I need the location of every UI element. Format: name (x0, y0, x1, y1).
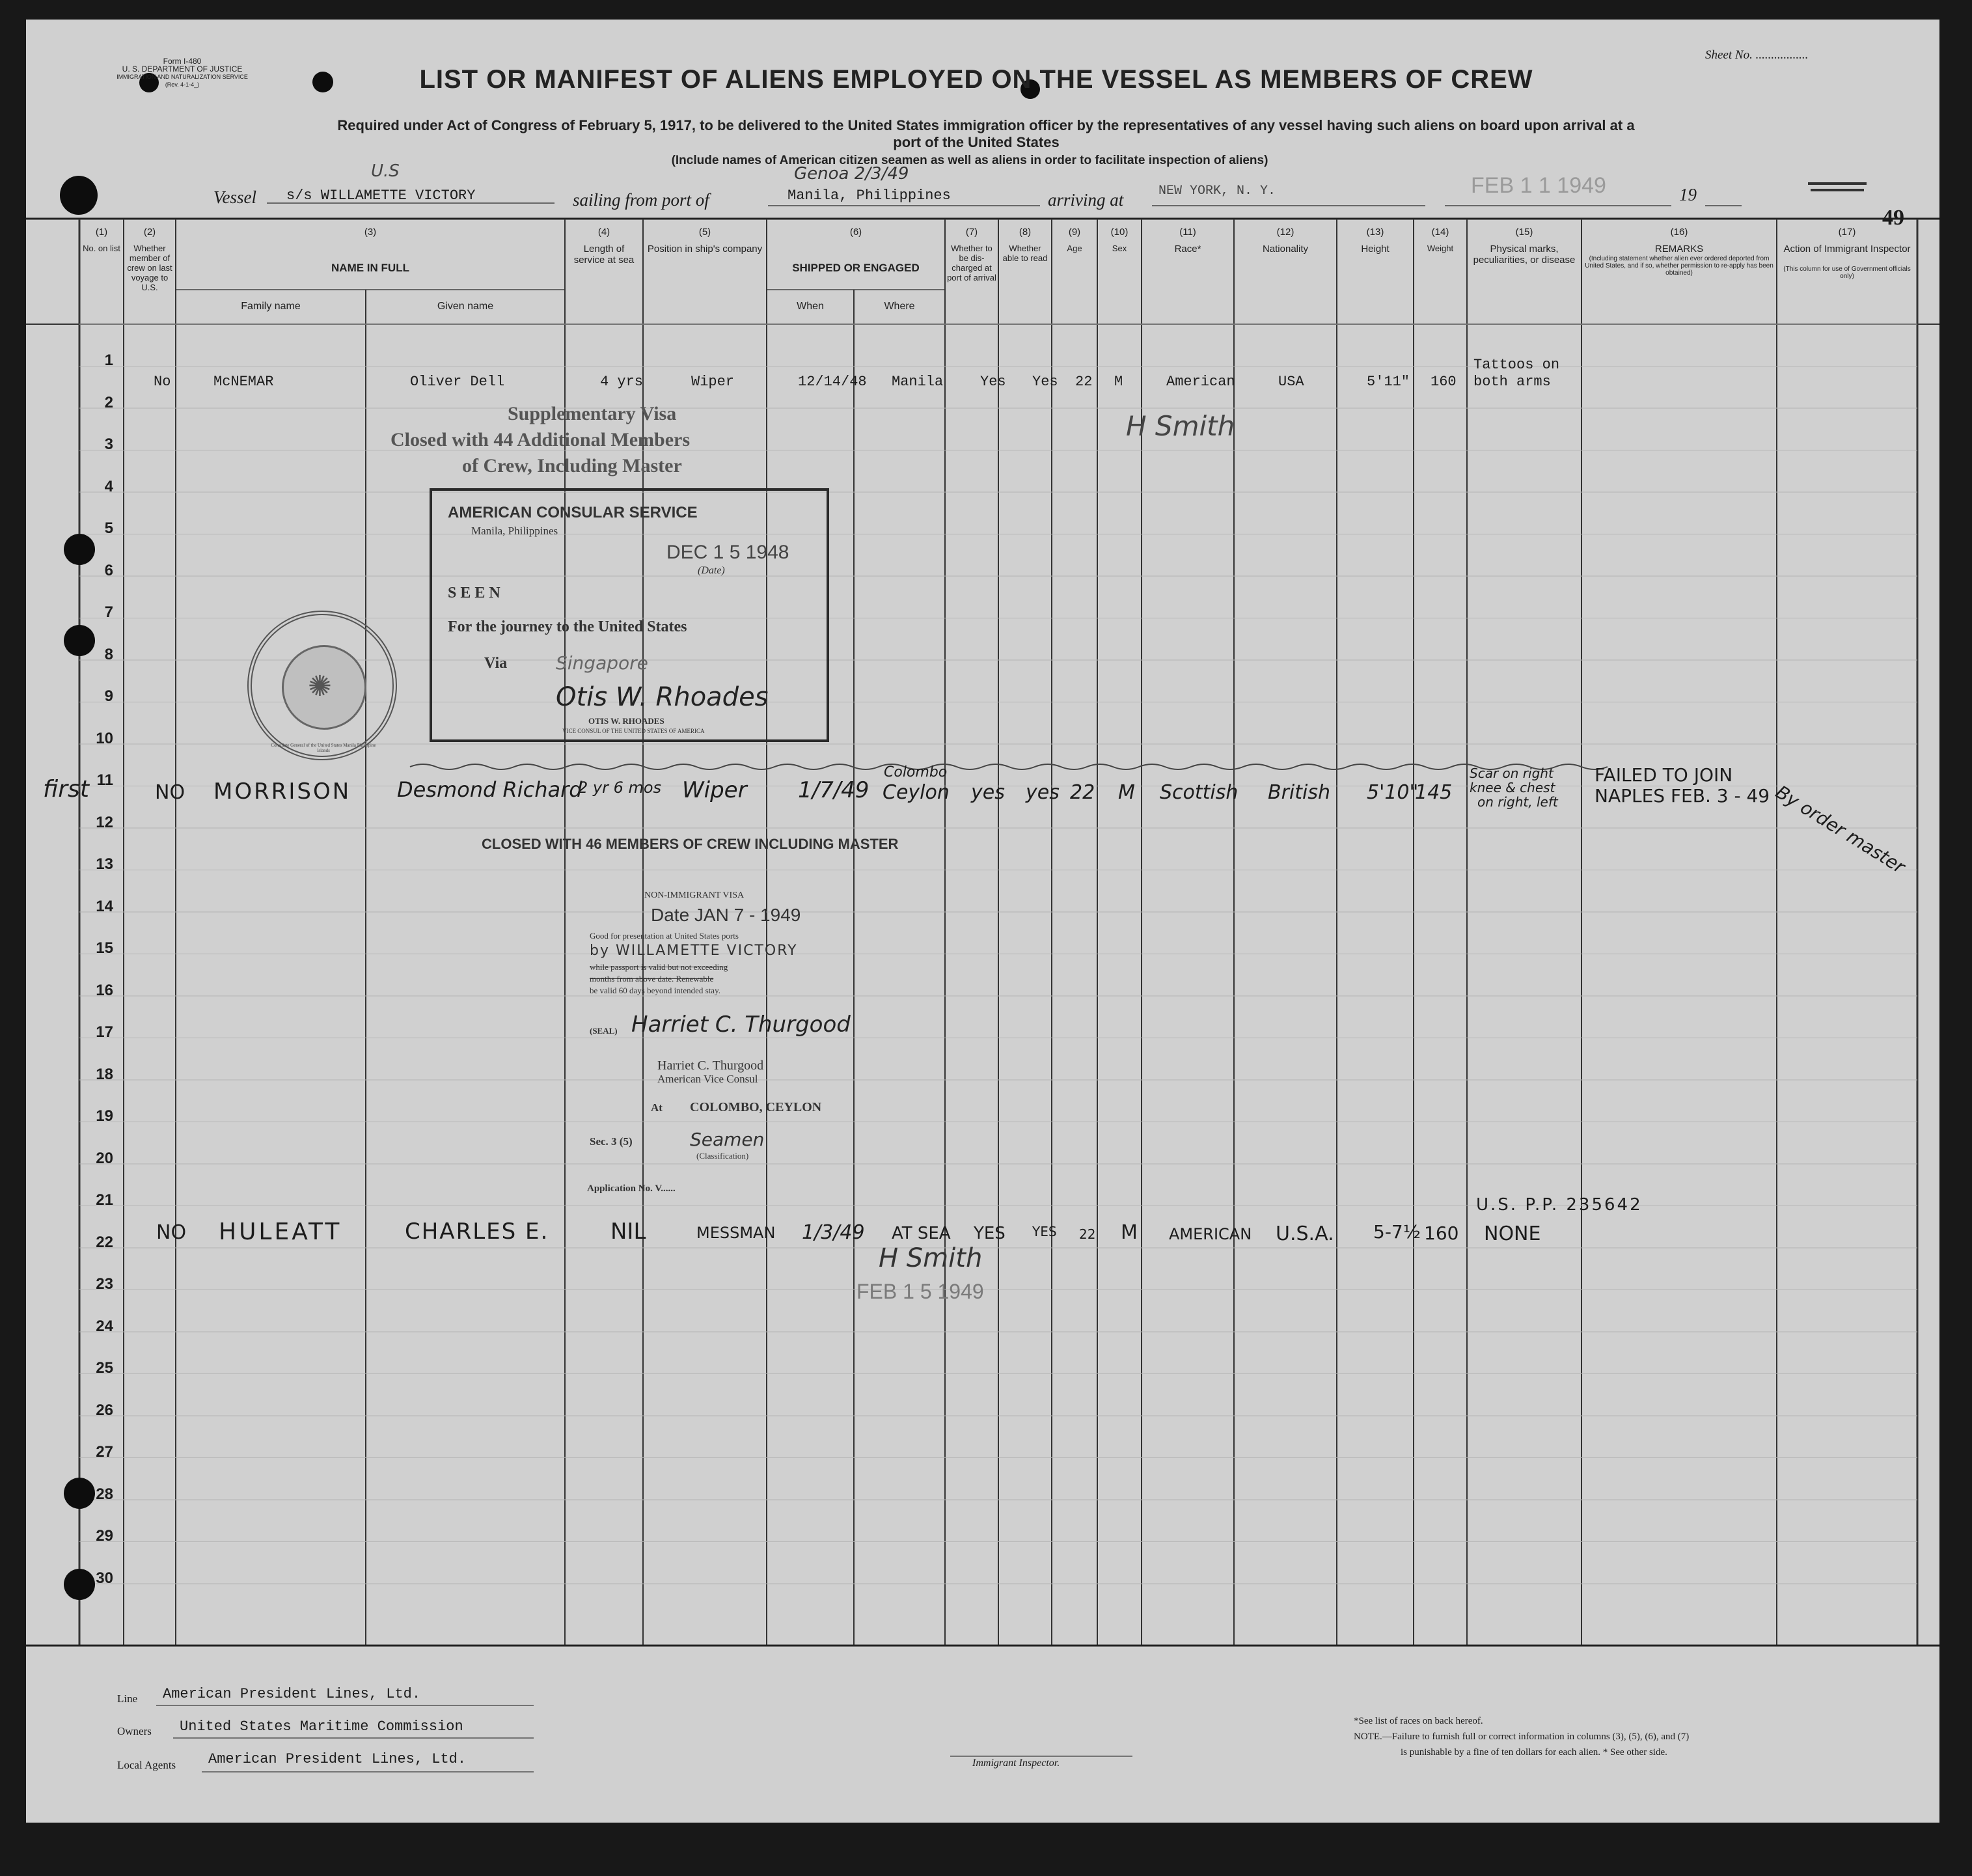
column-number: (10) (1110, 227, 1129, 238)
entry1-last-voyage: No (154, 374, 171, 390)
row-number: 22 (96, 1233, 113, 1251)
entry3-sex: M (1121, 1221, 1138, 1244)
entry3-race: AMERICAN (1169, 1225, 1252, 1243)
consular-officer: OTIS W. RHOADES (588, 716, 664, 726)
footer-line-label: Line (117, 1692, 138, 1705)
entry1-family-name: McNEMAR (213, 374, 274, 390)
row-number: 13 (96, 855, 113, 873)
column-label: Position in ship's company (647, 243, 763, 255)
entry3-nationality: U.S.A. (1276, 1222, 1334, 1245)
column-label: Action of Immigrant Inspector (1783, 243, 1911, 255)
consular-via-label: Via (484, 655, 508, 672)
row-number: 26 (96, 1401, 113, 1419)
column-number: (11) (1179, 227, 1196, 238)
row-number: 21 (96, 1191, 113, 1209)
entry3-service: NIL (610, 1219, 646, 1245)
entry2-age: 22 (1070, 781, 1095, 804)
entry1-nationality: USA (1278, 374, 1304, 390)
entry1-service: 4 yrs (600, 374, 644, 390)
row-number: 19 (96, 1107, 113, 1125)
row-number: 3 (104, 435, 113, 453)
visa-sec-label: Sec. 3 (5) (590, 1135, 633, 1148)
column-label: Whether member of crew on last voyage to U.S. (127, 243, 172, 292)
column-sublabel: Given name (437, 301, 494, 312)
entry2-marks-2: knee & chest (1470, 780, 1555, 795)
visa-line3: while passport is valid but not exceeding (590, 962, 728, 972)
column-label: Whether able to read (1002, 243, 1048, 263)
sailing-value: Manila, Philippines (787, 187, 951, 204)
visa-signature: Harriet C. Thurgood (631, 1012, 851, 1038)
arrival-date-stamp: FEB 1 1 1949 (1471, 173, 1606, 198)
row-number: 4 (104, 477, 113, 495)
column-number: (7) (965, 227, 978, 238)
column-number: (2) (143, 227, 156, 238)
row-number: 27 (96, 1443, 113, 1461)
consular-date: DEC 1 5 1948 (666, 542, 789, 563)
entry3-where: AT SEA (892, 1224, 951, 1243)
column-label: Sex (1112, 243, 1127, 253)
column-label: Physical marks, peculiarities, or disease (1473, 243, 1576, 266)
column-detail: (Including statement whether alien ever ordered deported from United States, and if so, whether permission to re-apply has been obtained) (1585, 255, 1773, 277)
row-number: 30 (96, 1569, 113, 1587)
vessel-label: Vessel (213, 187, 256, 207)
column-number: (17) (1838, 227, 1856, 238)
closed-with-stamp: CLOSED WITH 46 MEMBERS OF CREW INCLUDING MASTER (482, 836, 899, 852)
footer-owners-label: Owners (117, 1725, 152, 1737)
consular-title: AMERICAN CONSULAR SERVICE (448, 504, 698, 521)
entry3-read: YES (1032, 1224, 1057, 1239)
entry3-family-name: HULEATT (219, 1219, 342, 1245)
entry3-height: 5-7½ (1373, 1221, 1421, 1243)
column-label: Nationality (1262, 243, 1309, 255)
column-label: Whether to be dis-charged at port of arrival (947, 243, 996, 283)
form-grid (26, 20, 1939, 1823)
subtitle-line1: Required under Act of Congress of February 5, 1917, to be delivered to the United States immigration officer by the representatives of any vessel having such aliens on board upon arrival at a (337, 117, 1635, 133)
entry1-read: Yes (1032, 374, 1058, 390)
footer-inspector-label: Immigrant Inspector. (972, 1758, 1060, 1769)
form-number: Form I-480 (163, 57, 202, 66)
wavy-line (410, 764, 1608, 769)
entry2-when: 1/7/49 (798, 777, 870, 803)
column-number: (16) (1670, 227, 1688, 238)
visa-at-label: At (651, 1101, 663, 1114)
column-label: NAME IN FULL (331, 262, 409, 274)
entry1-race: American (1166, 374, 1235, 390)
visa-officer-title: American Vice Consul (657, 1073, 758, 1085)
row-number: 29 (96, 1527, 113, 1545)
vessel-value: s/s WILLAMETTE VICTORY (286, 187, 476, 204)
row-number: 8 (104, 645, 113, 663)
entry2-family-name: MORRISON (213, 779, 351, 805)
seal-emblem-icon: ✺ (308, 670, 332, 702)
form-rev: (Rev. 4-1-4_) (165, 81, 200, 88)
row-number: 23 (96, 1275, 113, 1293)
sailing-label: sailing from port of (573, 190, 709, 210)
visa-class-label: (Classification) (696, 1151, 749, 1161)
entry1-marks-2: both arms (1473, 374, 1551, 390)
entry2-weight: 145 (1415, 781, 1453, 804)
column-number: (14) (1431, 227, 1449, 238)
visa-line4: months from above date. Renewable (590, 974, 714, 984)
visa-class-value: Seamen (690, 1129, 765, 1150)
entry1-where: Manila (892, 374, 944, 390)
entry2-last-voyage: NO (155, 781, 185, 804)
entry3-date-stamp: FEB 1 5 1949 (856, 1280, 984, 1303)
form-dept: U. S. DEPARTMENT OF JUSTICE (122, 64, 243, 74)
footer-line-value: American President Lines, Ltd. (163, 1686, 421, 1702)
entry3-marks-1: U.S. P.P. 235642 (1476, 1195, 1643, 1215)
column-number: (3) (364, 227, 377, 238)
visa-date: Date JAN 7 - 1949 (651, 905, 801, 925)
seal-text: Consulate General of the United States Manila Philippine Islands (271, 743, 376, 753)
entry1-age: 22 (1075, 374, 1093, 390)
manifest-sheet (26, 20, 1939, 1823)
entry2-race: Scottish (1160, 781, 1239, 804)
consulate-seal (247, 611, 397, 760)
column-number: (9) (1068, 227, 1081, 238)
column-label: REMARKS (1654, 243, 1704, 255)
consular-stamp (430, 488, 829, 742)
row-number: 7 (104, 603, 113, 621)
column-sublabel: Where (884, 301, 915, 312)
entry3-weight: 160 (1424, 1222, 1459, 1244)
entry1-given-name: Oliver Dell (410, 374, 505, 390)
consular-via-value: Singapore (556, 652, 648, 674)
entry3-position: MESSMAN (696, 1224, 776, 1242)
visa-line1: Good for presentation at United States ports (590, 931, 739, 941)
column-label: SHIPPED OR ENGAGED (792, 262, 920, 274)
row-number: 15 (96, 939, 113, 957)
supplementary-line2: Closed with 44 Additional Members (390, 429, 691, 450)
row-number: 1 (104, 352, 113, 369)
year-label: 19 (1679, 185, 1697, 204)
visa-title: NON-IMMIGRANT VISA (644, 890, 745, 900)
column-label: Age (1067, 243, 1082, 253)
form-service: IMMIGRATION AND NATURALIZATION SERVICE (116, 74, 248, 80)
supplementary-line1: Supplementary Visa (508, 403, 677, 424)
entry1-discharged: Yes (980, 374, 1006, 390)
entry2-read: yes (1026, 781, 1060, 804)
column-label: Length of service at sea (573, 243, 635, 266)
visa-line5: be valid 60 days beyond intended stay. (590, 986, 720, 995)
punch-hole (60, 176, 98, 215)
sailing-note: Genoa 2/3/49 (794, 164, 909, 184)
visa-at-value: COLOMBO, CEYLON (690, 1100, 822, 1114)
subtitle-line2: port of the United States (893, 134, 1060, 150)
entry3-initials: H Smith (879, 1243, 983, 1273)
column-number: (13) (1366, 227, 1384, 238)
page-title: LIST OR MANIFEST OF ALIENS EMPLOYED ON THE VESSEL AS MEMBERS OF CREW (419, 65, 1533, 94)
footer-note2: NOTE.—Failure to furnish full or correct information in columns (3), (5), (6), and (7) (1354, 1731, 1690, 1742)
entry3-last-voyage: NO (156, 1221, 187, 1244)
row-number: 12 (96, 813, 113, 831)
row-number: 9 (104, 687, 113, 705)
consular-seen: SEEN (448, 585, 504, 601)
entry2-marks-1: Scar on right (1470, 766, 1554, 781)
form-block (111, 57, 254, 89)
consular-signature: Otis W. Rhoades (556, 682, 769, 712)
entry2-where: Ceylon (883, 781, 950, 804)
row-number: 28 (96, 1485, 113, 1503)
visa-seal: (SEAL) (590, 1026, 618, 1036)
entry2-discharged: yes (971, 781, 1005, 804)
column-label: Height (1361, 243, 1390, 255)
vessel-note: U.S (371, 161, 400, 181)
arriving-value: NEW YORK, N. Y. (1158, 184, 1276, 199)
entry3-discharged: YES (974, 1224, 1006, 1243)
footer-owners-value: United States Maritime Commission (180, 1718, 463, 1735)
consular-date-label: (Date) (698, 565, 725, 576)
consular-place: Manila, Philippines (471, 525, 558, 537)
entry2-remarks-1: FAILED TO JOIN (1595, 764, 1733, 786)
footer-agents-value: American President Lines, Ltd. (208, 1751, 467, 1767)
row-number: 25 (96, 1359, 113, 1377)
column-number: (12) (1276, 227, 1294, 238)
entry2-position: Wiper (682, 777, 747, 803)
entry3-age: 22 (1079, 1226, 1096, 1242)
row-number: 14 (96, 897, 113, 915)
column-label: No. on list (83, 243, 120, 253)
entry3-when: 1/3/49 (802, 1221, 865, 1244)
entry2-sex: M (1118, 781, 1135, 804)
column-number: (8) (1019, 227, 1032, 238)
row-number: 2 (104, 393, 113, 411)
column-label: Race* (1174, 243, 1201, 255)
visa-vessel: by WILLAMETTE VICTORY (590, 943, 798, 959)
entry2-height: 5'10" (1367, 781, 1419, 804)
row-number: 6 (104, 561, 113, 579)
column-number: (15) (1515, 227, 1533, 238)
entry3-given-name: CHARLES E. (405, 1219, 549, 1245)
column-sublabel: When (797, 301, 824, 312)
row-number: 18 (96, 1065, 113, 1083)
row-number: 16 (96, 981, 113, 999)
consular-journey: For the journey to the United States (448, 618, 687, 635)
column-detail: (This column for use of Government officials only) (1783, 266, 1911, 280)
footer-note1: *See list of races on back hereof. (1354, 1716, 1483, 1726)
footer-note3: is punishable by a fine of ten dollars for each alien. * See other side. (1401, 1747, 1667, 1758)
entry1-marks-1: Tattoos on (1473, 357, 1560, 373)
row-number: 11 (96, 771, 113, 789)
entry1-height: 5'11" (1367, 374, 1410, 390)
entry2-given-name: Desmond Richard (397, 777, 582, 802)
column-label: Weight (1427, 243, 1454, 253)
entry2-marks-3: on right, left (1477, 794, 1558, 810)
non-immigrant-stamp (560, 866, 851, 1165)
visa-application: Application No. V...... (587, 1183, 676, 1194)
visa-officer: Harriet C. Thurgood (657, 1058, 764, 1073)
entry2-service: 2 yr 6 mos (578, 779, 662, 797)
column-sublabel: Family name (241, 301, 301, 312)
entry1-when: 12/14/48 (798, 374, 867, 390)
row-number: 17 (96, 1023, 113, 1041)
consular-officer-title: VICE CONSUL OF THE UNITED STATES OF AMERICA (562, 728, 705, 734)
entry2-nationality: British (1268, 781, 1330, 804)
footer-agents-label: Local Agents (117, 1759, 176, 1771)
entry2-margin-note: first (43, 776, 89, 803)
entry1-initials: H Smith (1126, 410, 1235, 442)
page-number: 49 (1882, 206, 1904, 230)
entry1-sex: M (1114, 374, 1123, 390)
entry1-position: Wiper (691, 374, 735, 390)
entry2-where-above: Colombo (884, 764, 948, 780)
punch-hole (64, 534, 95, 565)
row-number: 24 (96, 1317, 113, 1335)
column-number: (5) (698, 227, 711, 238)
column-number: (6) (849, 227, 862, 238)
sheet-number: Sheet No. ................. (1705, 48, 1809, 62)
entry2-action: By order master (1772, 781, 1909, 878)
row-number: 10 (96, 729, 113, 747)
row-number: 20 (96, 1149, 113, 1167)
entry3-marks-2: NONE (1484, 1222, 1541, 1245)
supplementary-line3: of Crew, Including Master (462, 455, 682, 476)
entry1-weight: 160 (1431, 374, 1457, 390)
column-number: (1) (95, 227, 108, 238)
arriving-label: arriving at (1048, 190, 1124, 210)
entry2-remarks-2: NAPLES FEB. 3 - 49 (1595, 785, 1770, 807)
column-number: (4) (597, 227, 610, 238)
row-number: 5 (104, 519, 113, 537)
supplementary-stamp (390, 401, 690, 479)
subtitle-line3: (Include names of American citizen seamen as well as aliens in order to facilitate inspection of aliens) (671, 154, 1268, 167)
